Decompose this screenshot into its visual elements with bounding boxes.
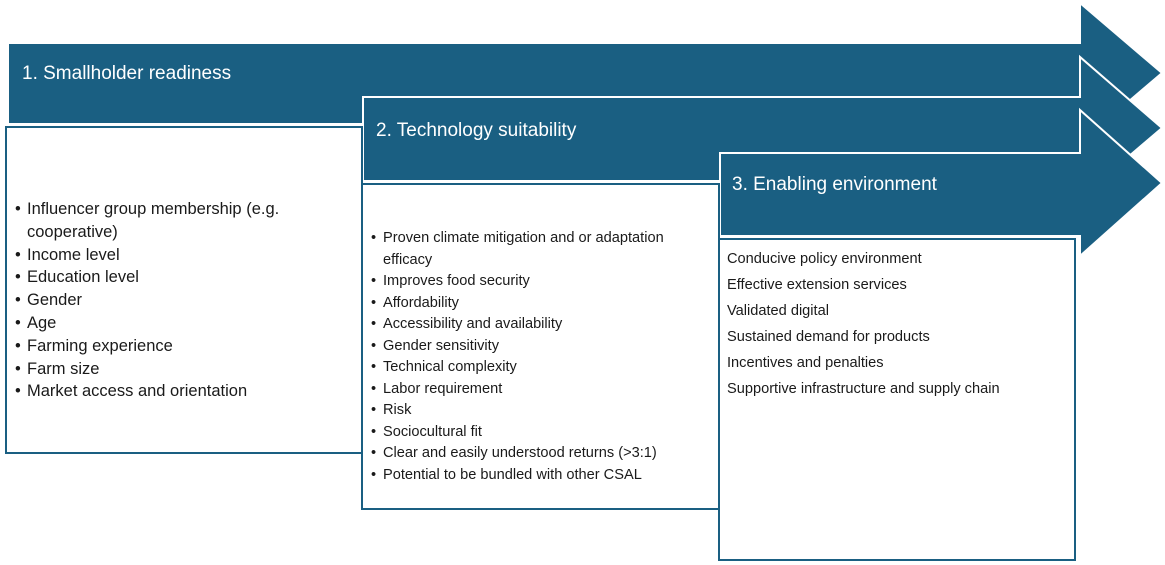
stage-2-factor-list	[371, 228, 712, 486]
stage-2-factor: • Affordability	[371, 293, 712, 315]
stage-1-factor: • Influencer group membership (e.g. cooperative)	[15, 198, 355, 244]
stage-2-factors-box	[361, 183, 720, 510]
stage-2-factor: • Clear and easily understood returns (>3:1)	[371, 443, 712, 465]
stage-2-factor: • Technical complexity	[371, 357, 712, 379]
stage-1-factor: • Farm size	[15, 358, 355, 381]
stage-3-factor-list	[727, 246, 1068, 402]
stage-2-factor: • Potential to be bundled with other CSAL	[371, 465, 712, 487]
stage-1-factor: • Age	[15, 312, 355, 335]
stage-3-factor: Incentives and penalties	[727, 355, 884, 371]
stage-2-factor: • Labor requirement	[371, 379, 712, 401]
stage-3-factor: Sustained demand for products	[727, 329, 930, 345]
stage-1-title: 1. Smallholder readiness	[22, 63, 232, 84]
stage-1-factor: • Farming experience	[15, 335, 355, 358]
stage-1-factor-list	[15, 198, 355, 403]
stage-2-factor: • Gender sensitivity	[371, 336, 712, 358]
stage-1-factors-box	[5, 126, 363, 454]
stage-2-factor: • Accessibility and availability	[371, 314, 712, 336]
stage-2-factor: • Improves food security	[371, 271, 712, 293]
stage-1-factor: • Income level	[15, 244, 355, 267]
stage-3-factor: Validated digital	[727, 303, 829, 319]
stage-3-title: 3. Enabling environment	[732, 174, 937, 195]
stage-3-factors-box	[718, 238, 1076, 561]
stage-2-factor: • Risk	[371, 400, 712, 422]
stage-1-factor: • Gender	[15, 289, 355, 312]
stage-3-factor: Supportive infrastructure and supply chain	[727, 381, 1000, 397]
stage-2-factor: • Proven climate mitigation and or adaptation efficacy	[371, 228, 712, 271]
stage-2-factor: • Sociocultural fit	[371, 422, 712, 444]
stage-2-title: 2. Technology suitability	[376, 120, 577, 141]
stage-3-factor: Conducive policy environment	[727, 251, 922, 267]
stage-1-factor: • Education level	[15, 266, 355, 289]
stage-1-factor: • Market access and orientation	[15, 380, 355, 403]
stage-3-factor: Effective extension services	[727, 277, 907, 293]
